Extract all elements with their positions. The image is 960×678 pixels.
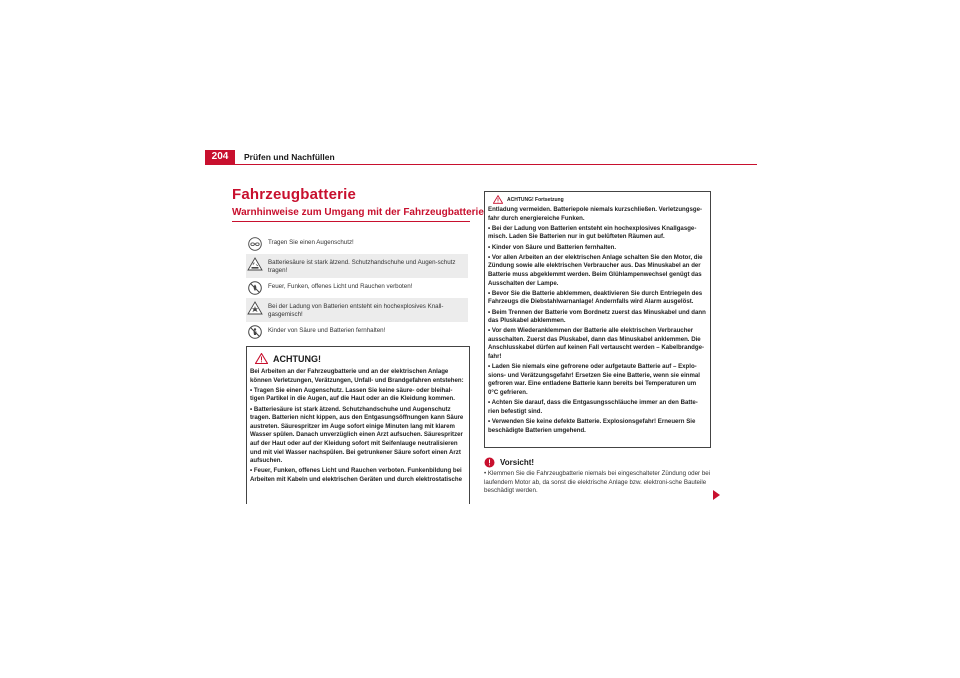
caution-icon (484, 457, 495, 468)
bullet-text: Vor allen Arbeiten an der elektrischen Anlage schalten Sie den Motor, die Zündung sowie alle elektrischen Verbraucher aus. Das Minuskabel an der Batterie muss abgeklemmt werden. Beim Glühlampenwechsel genügt das Ausschalten der Lampe. (488, 253, 703, 287)
symbol-text: Kinder von Säure und Batterien fernhalten! (268, 327, 386, 334)
warning-bullet: • Batteriesäure ist stark ätzend. Schutzhandschuhe und Augenschutz tragen. Batterien nicht kippen, aus den Entgasungsöffnungen kann Säure austreten. Säurespritzer im Auge sofort einige Minuten lang mit klarem Wasser spülen. Danach unverzüglich einen Arzt aufsuchen. Säurespritzer auf der Haut oder auf der Kleidung sofort mit Seifenlauge neutralisieren und mit viel Wasser nachspülen. Bei getrunkener Säure sofort einen Arzt aufsuchen. (250, 405, 464, 465)
warning-title: ACHTUNG! Fortsetzung (507, 196, 564, 203)
symbol-text: Tragen Sie einen Augenschutz! (268, 239, 354, 246)
warning-bullet: • Bevor Sie die Batterie abklemmen, deaktivieren Sie durch Entriegeln des Fahrzeugs die Diebstahlwarnanlage! Andernfalls wird Alarm ausgelöst. (488, 289, 703, 306)
bullet-text: Bevor Sie die Batterie abklemmen, deaktivieren Sie durch Entriegeln des Fahrzeugs die Diebstahlwarnanlage! Andernfalls wird Alarm ausgelöst. (488, 289, 703, 306)
symbol-text: Bei der Ladung von Batterien entsteht ein hochexplosives Knall-gasgemisch! (268, 303, 444, 318)
warning-bullet: • Vor dem Wiederanklemmen der Batterie alle elektrischen Verbraucher ausschalten. Zuerst das Pluskabel, dann das Minuskabel anklemmen. Die Anschlusskabel dürfen auf keinen Fall vertauscht werden – Kabelbrandge-fahr! (488, 327, 705, 361)
page-number: 204 (205, 150, 235, 164)
symbol-row (246, 278, 468, 298)
symbol-text: Feuer, Funken, offenes Licht und Rauchen verboten! (268, 283, 413, 290)
warning-header (247, 347, 469, 368)
caution-header (484, 457, 711, 468)
bullet-text: Achten Sie darauf, dass die Entgasungsschläuche immer an den Batte-rien befestigt sind. (488, 399, 698, 415)
warning-bullet: • Verwenden Sie keine defekte Batterie. Explosionsgefahr! Erneuern Sie beschädigte Batterien umgehend. (488, 418, 696, 434)
section-title: Fahrzeugbatterie (232, 186, 357, 203)
header-title: Prüfen und Nachfüllen (244, 152, 335, 162)
bullet-text: Batteriesäure ist stark ätzend. Schutzhandschuhe und Augenschutz tragen. Batterien nicht kippen, aus den Entgasungsöffnungen kann Säure austreten. Säurespritzer im Auge sofort einige Minuten lang mit klarem Wasser spülen. Danach unverzüglich einen Arzt aufsuchen. Säurespritzer auf der Haut oder auf der Kleidung sofort mit Seifenlauge neutralisieren und mit viel Wasser nachspülen. Bei getrunkener Säure sofort einen Arzt aufsuchen. (250, 405, 464, 465)
symbol-text: Batteriesäure ist stark ätzend. Schutzhandschuhe und Augen-schutz tragen! (268, 259, 456, 274)
header-rule (205, 164, 757, 165)
warning-body (485, 206, 710, 435)
warning-bullet: • Tragen Sie einen Augenschutz. Lassen Sie keine säure- oder bleihal-tigen Partikel in die Augen, auf die Haut oder an die Kleidung kommen. (250, 386, 455, 403)
warning-body (247, 368, 469, 485)
bullet-text: Bei der Ladung von Batterien entsteht ein hochexplosives Knallgasge-misch. Laden Sie Batterien nur in gut belüfteten Räumen auf. (488, 224, 697, 241)
bullet-text: Vor dem Wiederanklemmen der Batterie alle elektrischen Verbraucher ausschalten. Zuerst das Pluskabel, dann das Minuskabel anklemmen. Die Anschlusskabel dürfen auf keinen Fall vertauscht werden – Kabelbrandge-fahr! (488, 327, 705, 361)
warning-triangle-icon (493, 195, 503, 204)
subtitle-rule (232, 221, 470, 222)
warning-box (246, 346, 470, 504)
bullet-text: Beim Trennen der Batterie vom Bordnetz zuerst das Minuskabel und dann das Pluskabel abklemmen. (488, 308, 706, 325)
warning-triangle-icon (255, 353, 268, 364)
bullet-text: Verwenden Sie keine defekte Batterie. Explosionsgefahr! Erneuern Sie beschädigte Batterien umgehend. (488, 418, 696, 434)
warning-bullet: • Laden Sie niemals eine gefrorene oder aufgetaute Batterie auf – Explo-sions- und Verätzungsgefahr! Ersetzen Sie eine Batterie, wenn sie einmal gefroren war. Eine entladene Batterie kann bereits bei Temperaturen um 0°C gefrieren. (488, 363, 700, 397)
warning-bullet: • Achten Sie darauf, dass die Entgasungsschläuche immer an den Batte-rien befestigt sind. (488, 399, 698, 415)
symbol-row (246, 322, 468, 342)
warning-bullet: • Feuer, Funken, offenes Licht und Rauchen verboten. Funkenbildung bei Arbeiten mit Kabeln und elektrischen Geräten und durch elektrostatische (250, 467, 462, 483)
corrosive-icon (246, 257, 264, 271)
warning-intro: Entladung vermeiden. Batteriepole niemals kurzschließen. Verletzungsge-fahr durch energiereiche Funken. (488, 206, 703, 222)
bullet-text: Tragen Sie einen Augenschutz. Lassen Sie keine säure- oder bleihal-tigen Partikel in die Augen, auf die Haut oder an die Kleidung kommen. (250, 386, 455, 403)
explosive-icon (246, 301, 264, 315)
warning-bullet: • Bei der Ladung von Batterien entsteht ein hochexplosives Knallgasge-misch. Laden Sie Batterien nur in gut belüfteten Räumen auf. (488, 224, 697, 241)
caution-title: Vorsicht! (500, 458, 535, 467)
warning-box-continued (484, 191, 711, 448)
warning-intro: Bei Arbeiten an der Fahrzeugbatterie und an der elektrischen Anlage können Verletzungen, Verätzungen, Unfall- und Brandgefahren entstehen: (250, 368, 464, 384)
warning-bullet: • Kinder von Säure und Batterien fernhalten. (488, 243, 617, 251)
warning-title: ACHTUNG! (273, 353, 321, 364)
warning-bullet: • Beim Trennen der Batterie vom Bordnetz zuerst das Minuskabel und dann das Pluskabel abklemmen. (488, 308, 706, 325)
continue-arrow-icon (713, 490, 720, 500)
no-fire-icon (246, 281, 264, 295)
section-subtitle: Warnhinweise zum Umgang mit der Fahrzeugbatterie (232, 207, 484, 218)
symbol-row (246, 298, 468, 322)
warning-header (485, 192, 710, 206)
symbol-row (246, 234, 468, 254)
warning-bullet: • Vor allen Arbeiten an der elektrischen Anlage schalten Sie den Motor, die Zündung sowie alle elektrischen Verbraucher aus. Das Minuskabel an der Batterie muss abgeklemmt werden. Beim Glühlampenwechsel genügt das Ausschalten der Lampe. (488, 253, 703, 287)
caution-note (484, 457, 711, 496)
bullet-text: Feuer, Funken, offenes Licht und Rauchen verboten. Funkenbildung bei Arbeiten mit Kabeln und elektrischen Geräten und durch elektrostatische (250, 467, 462, 483)
bullet-text: Laden Sie niemals eine gefrorene oder aufgetaute Batterie auf – Explo-sions- und Verätzungsgefahr! Ersetzen Sie eine Batterie, wenn sie einmal gefroren war. Eine entladene Batterie kann bereits bei Temperaturen um 0°C gefrieren. (488, 363, 700, 397)
bullet-text: Kinder von Säure und Batterien fernhalten. (491, 243, 617, 251)
eye-protection-icon (246, 237, 264, 251)
symbol-row (246, 254, 468, 278)
symbol-table (246, 234, 468, 342)
caution-text: • Klemmen Sie die Fahrzeugbatterie niemals bei eingeschalteter Zündung oder bei laufendem Motor ab, da sonst die elektrische Anlage bzw. elektroni-sche Bauteile beschädigt werden. (484, 470, 711, 495)
keep-children-away-icon (246, 325, 264, 339)
caution-text-content: Klemmen Sie die Fahrzeugbatterie niemals bei eingeschalteter Zündung oder bei laufendem Motor ab, da sonst die elektrische Anlage bzw. elektroni-sche Bauteile beschädigt werden. (484, 470, 711, 495)
